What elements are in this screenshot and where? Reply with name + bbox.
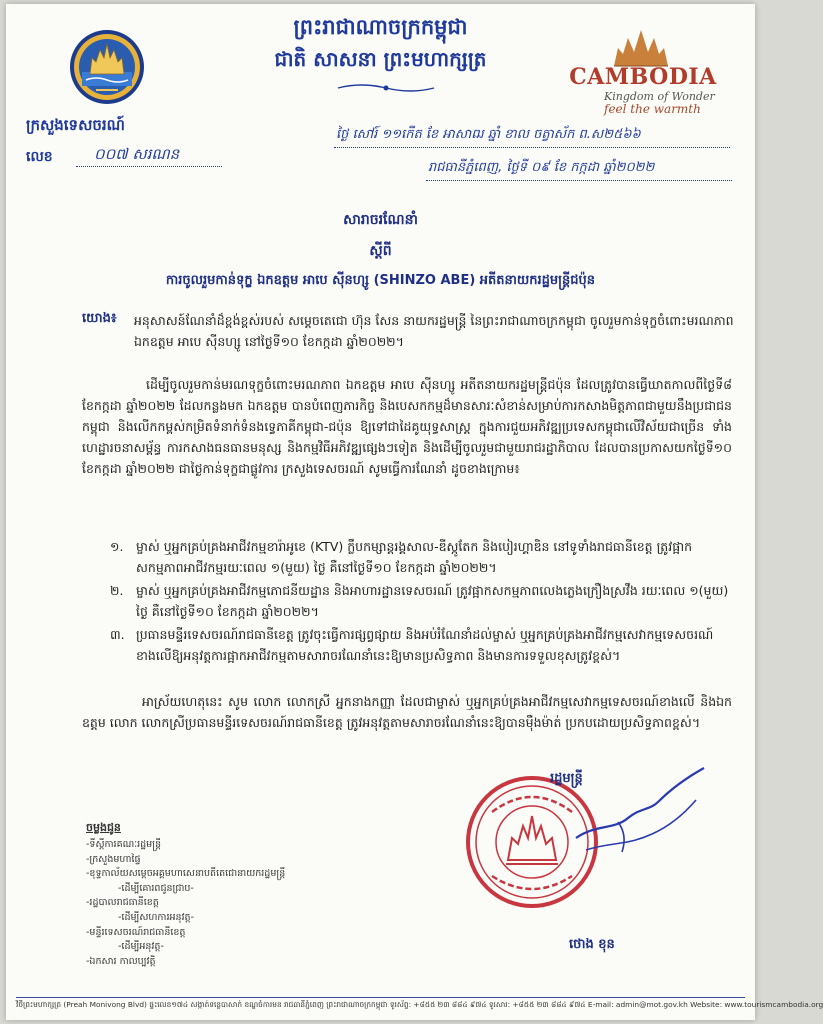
cc-item: -ខុទ្ទកាល័យសម្តេចអគ្គមហាសេនាបតីតេជោនាយករដ្ឋមន្ត្រី — [86, 868, 286, 880]
cc-item: -ក្រសួងមហាផ្ទៃ — [86, 853, 141, 865]
list-item — [110, 580, 732, 622]
cc-item: -មន្ទីរទេសចរណ៍រាជធានីខេត្ត — [86, 926, 186, 938]
ministry-emblem-icon — [68, 28, 146, 106]
cc-list — [86, 838, 285, 969]
handwritten-signature-icon — [566, 764, 716, 864]
body-paragraph: ដើម្បីចូលរួមកាន់មរណទុក្ខចំពោះមរណភាព ឯកឧត្តម អាបេ ស៊ីនហ្សូ អតីតនាយករដ្ឋមន្ត្រីជប៉ុន ដែលត្រូវបានធ្វើឃាតកាលពីថ្ងៃទី៨ ខែកក្កដា ឆ្នាំ២០២២ ដែលកន្លងមក ឯកឧត្តម បានបំពេញភារកិច្ច និងបេសកកម្មដ៏មានសារៈសំខាន់សម្រាប់ការកសាងមិត្តភាពជាមួយនឹងប្រជាជនកម្ពុជា និងលើកកម្ពស់កម្រិតទំនាក់ទំនងទ្វេភាគីកម្ពុជា-ជប៉ុន ឱ្យទៅជាដៃគូយុទ្ធសាស្ត្រ ក្នុងការជួយអភិវឌ្ឍប្រទេសកម្ពុជាលើវិស័យជាច្រើន ទាំងហេដ្ឋារចនាសម្ព័ន្ធ ការកសាងធនធានមនុស្ស និងកម្មវិធីអភិវឌ្ឍផ្សេងៗទៀត និងដើម្បីចូលរួមជាមួយរាជរដ្ឋាភិបាល ដែលបានប្រកាសយកថ្ងៃទី១០ ខែកក្កដា ឆ្នាំ២០២២ ជាថ្ងៃកាន់ទុក្ខជាផ្លូវការ ក្រសួងទេសចរណ៍ សូមធ្វើការណែនាំ ដូចខាងក្រោម៖ — [82, 377, 732, 476]
reference-text: អនុសាសន៍ណែនាំដ៏ខ្ពង់ខ្ពស់របស់ សម្តេចតេជោ ហ៊ុន សែន នាយករដ្ឋមន្ត្រី នៃព្រះរាជាណាចក្រកម្ពុជា ចូលរួមកាន់ទុក្ខចំពោះមរណភាព ឯកឧត្តម អាបេ ស៊ីនហ្សូ នៅថ្ងៃទី១០ ខែកក្កដា ឆ្នាំ២០២២។ — [134, 313, 734, 349]
ministry-name: ក្រសួងទេសចរណ៍ — [26, 116, 125, 134]
document-page — [6, 4, 823, 1020]
list-item-text: ម្ចាស់ ឬអ្នកគ្រប់គ្រងអាជីវកម្មភោជនីយដ្ឋាន និងអាហារដ្ឋានទេសចរណ៍ ត្រូវផ្អាកសកម្មភាពលេងភ្លេងក្រឿងស្រវឹង រយៈពេល ១(មួយ) ថ្ងៃ គឺនៅថ្ងៃទី១០ ខែកក្កដា ឆ្នាំ២០២២។ — [136, 583, 729, 619]
ornament-divider-icon — [336, 82, 436, 94]
cc-item: -ទីស្តីការគណៈរដ្ឋមន្ត្រី — [86, 839, 162, 850]
closing-paragraph: អាស្រ័យហេតុនេះ សូម លោក លោកស្រី អ្នកនាងកញ្ញា ដែលជាម្ចាស់ ឬអ្នកគ្រប់គ្រងអាជីវកម្មសេវាកម្មទេសចរណ៍ខាងលើ និងឯកឧត្តម លោក លោកស្រីប្រធានមន្ទីរទេសចរណ៍រាជធានីខេត្ត ត្រូវអនុវត្តតាមសារាចរណែនាំនេះឱ្យបានម៉ឺងម៉ាត់ ប្រកបដោយប្រសិទ្ធភាពខ្ពស់។ — [82, 694, 732, 730]
document-title: សារាចរណែនាំ — [343, 212, 418, 228]
list-item-number: ១. — [110, 539, 124, 554]
cc-title: ចម្លងជូន — [86, 821, 121, 834]
lunar-date-underline — [334, 147, 730, 148]
footer-website: Website: www.tourismcambodia.org — [690, 1000, 823, 1009]
reference-number-value: ០០៧ សរណន — [94, 145, 180, 163]
footer-phone: ទូរស័ព្ទ: +៨៥៥ ២៣ ៨៨៤ ៩៧៤ — [389, 1000, 487, 1009]
list-item — [110, 536, 732, 578]
reference-label: យោង៖ — [82, 311, 117, 326]
footer-fax: ទូរសារ: +៨៥៥ ២៣ ៨៨៤ ៩៧៤ — [488, 1000, 586, 1009]
document-title-about: ស្តីពី — [369, 243, 392, 259]
footer-contact — [16, 1000, 823, 1011]
cc-item: -ដើម្បីអនុវត្ត- — [118, 941, 164, 953]
footer-address: វិថីព្រះមហាក្សត្រ (Preah Monivong Blvd) ផ្ទះលេខ១៧៤ សង្កាត់ទន្លេបាសាក់ ខណ្ឌចំការមន រាជធានីភ្នំពេញ ព្រះរាជាណាចក្រកម្ពុជា — [16, 1000, 388, 1009]
brand-tagline-1: Kingdom of Wonder — [604, 90, 715, 103]
reference-underline — [76, 166, 222, 167]
cc-item: -ឯកសារ កាលប្បវត្តិ — [86, 955, 156, 967]
kingdom-title: ព្រះរាជាណាចក្រកម្ពុជា — [293, 14, 468, 39]
solar-date: រាជធានីភ្នំពេញ, ថ្ងៃទី ០៩ ខែ កក្កដា ឆ្នាំ២០២២ — [428, 160, 655, 175]
list-item-number: ២. — [110, 583, 124, 598]
signatory-title: រដ្ឋមន្ត្រី — [550, 771, 583, 786]
national-motto: ជាតិ សាសនា ព្រះមហាក្សត្រ — [274, 47, 487, 71]
brand-name: CAMBODIA — [569, 64, 717, 90]
footer-divider — [16, 997, 745, 998]
document-subject: ការចូលរួមកាន់ទុក្ខ ឯកឧត្តម អាបេ ស៊ីនហ្សូ (SHINZO ABE) អតីតនាយករដ្ឋមន្ត្រីជប៉ុន — [165, 273, 596, 288]
footer-email: E-mail: admin@mot.gov.kh — [587, 1000, 688, 1009]
brand-tagline-2: feel the warmth — [604, 102, 701, 116]
list-item-number: ៣. — [110, 627, 125, 642]
cc-item: -រដ្ឋបាលរាជធានីខេត្ត — [86, 897, 159, 909]
reference-number-label: លេខ — [26, 149, 53, 165]
lunar-date: ថ្ងៃ សៅរ៍ ១១កើត ខែ អាសាឍ ឆ្នាំ ខាល ចត្វាស័ក ព.ស២៥៦៦ — [336, 127, 641, 142]
solar-date-underline — [426, 180, 732, 181]
cc-item: -ដើម្បីគោរពជូនជ្រាប- — [118, 882, 194, 894]
cc-item: -ដើម្បីសហការអនុវត្ត- — [118, 911, 195, 923]
list-item — [110, 624, 732, 666]
list-item-text: ប្រធានមន្ទីរទេសចរណ៍រាជធានីខេត្ត ត្រូវចុះធ្វើការផ្សព្វផ្សាយ និងអប់រំណែនាំដល់ម្ចាស់ ឬអ្នកគ្រប់គ្រងអាជីវកម្មសេវាកម្មទេសចរណ៍ខាងលើឱ្យអនុវត្តការផ្អាកអាជីវកម្មតាមសារាចរណែនាំនេះឱ្យមានប្រសិទ្ធភាព និងមានការទទួលខុសត្រូវខ្ពស់។ — [136, 627, 714, 663]
list-item-text: ម្ចាស់ ឬអ្នកគ្រប់គ្រងអាជីវកម្មខារ៉ាអូខេ (KTV) ក្លឹបកម្សាន្តរង្គសាល-ឌីស្កូតែក និងបៀរហ្គាឌិន នៅទូទាំងរាជធានីខេត្ត ត្រូវផ្អាកសកម្មភាពអាជីវកម្មរយៈពេល ១(មួយ) ថ្ងៃ គឺនៅថ្ងៃទី១០ ខែកក្កដា ឆ្នាំ២០២២។ — [136, 539, 693, 575]
signatory-name: ថោង ខុន — [569, 937, 615, 952]
